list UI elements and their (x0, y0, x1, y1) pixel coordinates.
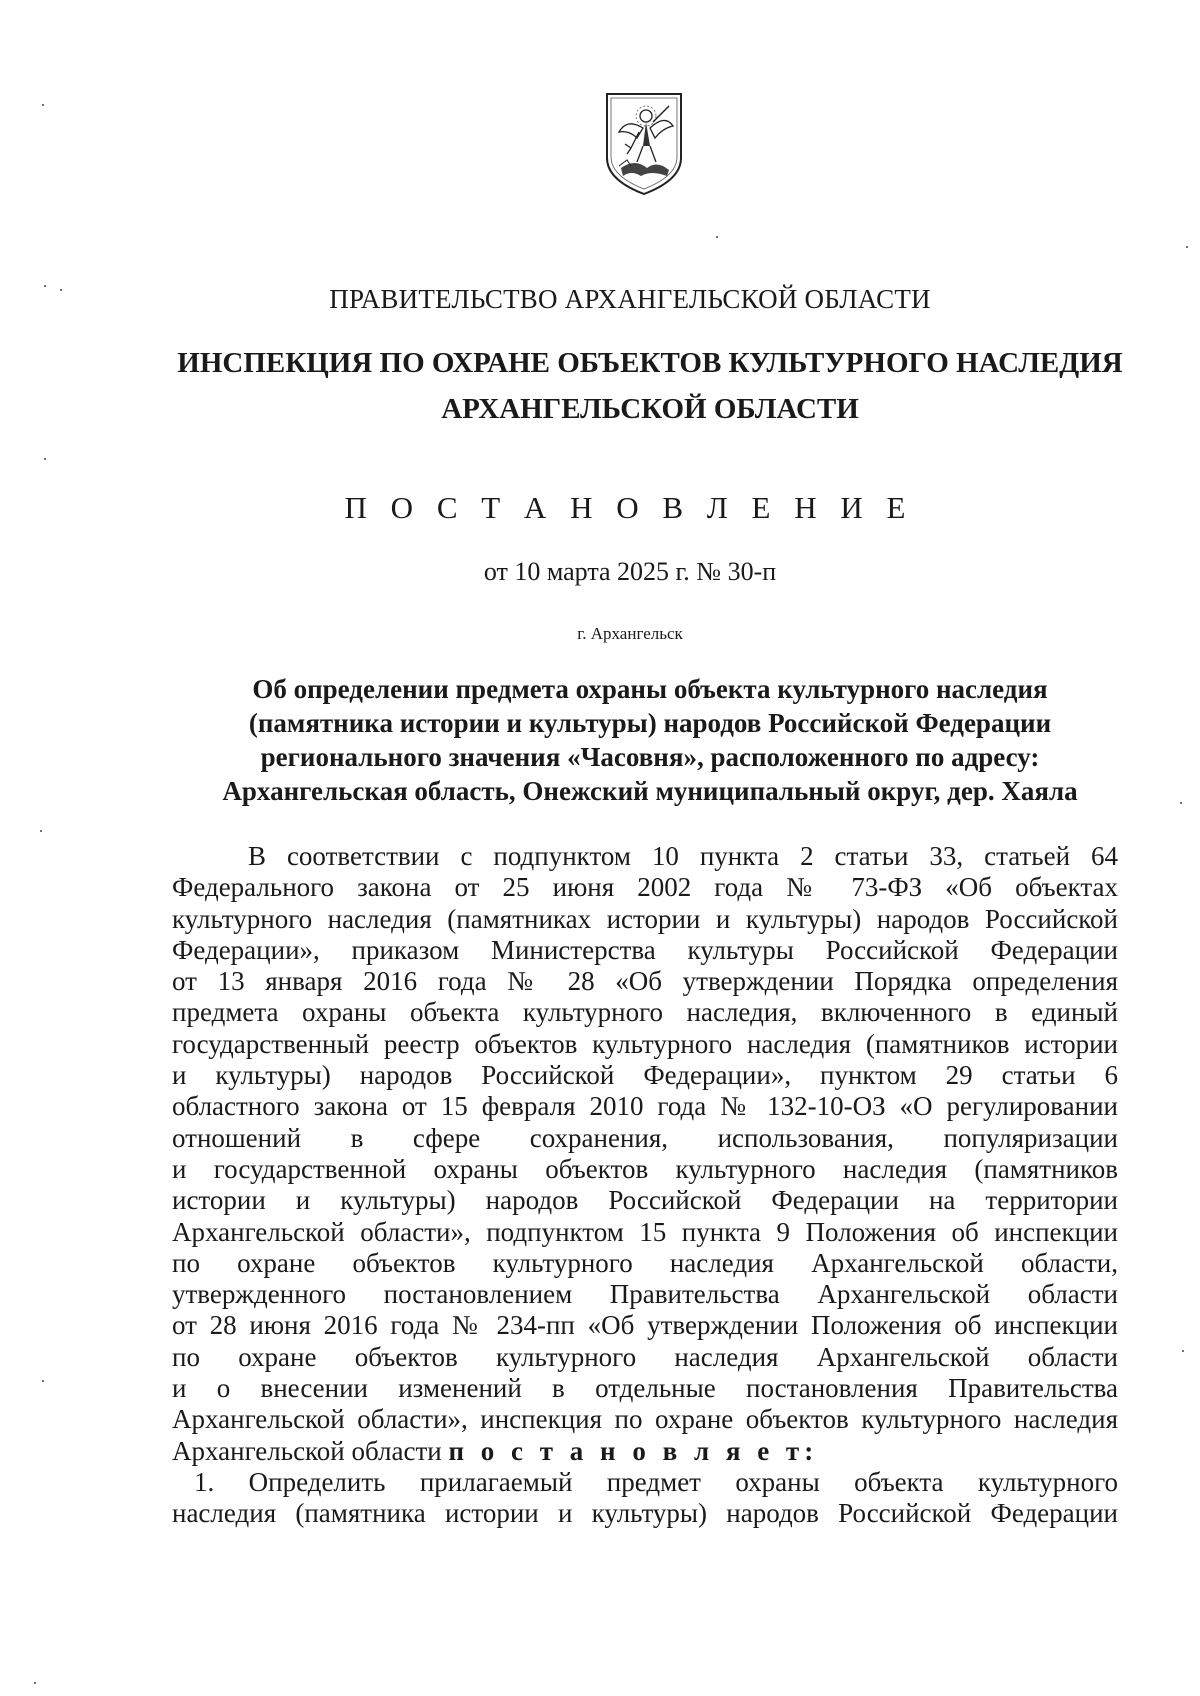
title-line: Архангельская область, Онежский муниципальный округ, дер. Хаяла (222, 776, 1078, 806)
title-line: Об определении предмета охраны объекта культурного наследия (252, 674, 1048, 704)
body-line: Федерального закона от 25 июня 2002 года № 73-ФЗ «Об объектах (172, 872, 1118, 903)
body-line: от 13 января 2016 года № 28 «Об утверждении Порядка определения (172, 966, 1118, 997)
scan-speck (1186, 246, 1188, 248)
document-title (170, 672, 1130, 808)
body-line: и о внесении изменений в отдельные постановления Правительства (172, 1373, 1118, 1404)
body-line: по охране объектов культурного наследия Архангельской области (172, 1341, 1118, 1372)
body-line: предмета охраны объекта культурного наследия, включенного в единый (172, 997, 1118, 1028)
government-name: ПРАВИТЕЛЬСТВО АРХАНГЕЛЬСКОЙ ОБЛАСТИ (329, 284, 931, 314)
item1-line: наследия (памятника истории и культуры) народов Российской Федерации (172, 1498, 1118, 1529)
scan-speck (42, 104, 44, 106)
body-line: Федерации», приказом Министерства культуры Российской Федерации (172, 934, 1118, 965)
title-line: (памятника истории и культуры) народов Российской Федерации (248, 708, 1052, 738)
body-line: культурного наследия (памятниках истории и культуры) народов Российской (172, 903, 1118, 934)
body-line: по охране объектов культурного наследия Архангельской области, (172, 1247, 1118, 1278)
scan-speck (1182, 1350, 1184, 1352)
scan-speck (34, 1682, 36, 1684)
body-final-prefix: Архангельской области (172, 1435, 449, 1466)
body-line: от 28 июня 2016 года № 234-пп «Об утверждении Положения об инспекции (172, 1310, 1118, 1341)
body-line: и государственной охраны объектов культурного наследия (памятников (172, 1153, 1118, 1184)
scan-speck (44, 285, 46, 287)
body-line: Архангельской области», инспекция по охране объектов культурного наследия (172, 1404, 1118, 1435)
inspection-name-line1: ИНСПЕКЦИЯ ПО ОХРАНЕ ОБЪЕКТОВ КУЛЬТУРНОГО НАСЛЕДИЯ (177, 347, 1123, 379)
scan-speck (716, 236, 718, 238)
body-line: утвержденного постановлением Правительства Архангельской области (172, 1279, 1118, 1310)
scan-speck (40, 830, 42, 832)
item1-line: 1. Определить прилагаемый предмет охраны объекта культурного (194, 1466, 1118, 1497)
inspection-name-line2: АРХАНГЕЛЬСКОЙ ОБЛАСТИ (441, 393, 859, 425)
scan-speck (1180, 802, 1182, 804)
body-line: государственный реестр объектов культурного наследия (памятников истории (172, 1028, 1118, 1059)
body-line: отношений в сфере сохранения, использования, популяризации (172, 1122, 1118, 1153)
body-line: истории и культуры) народов Российской Федерации на территории (172, 1185, 1118, 1216)
title-line: регионального значения «Часовня», расположенного по адресу: (260, 742, 1040, 772)
document-type: П О С Т А Н О В Л Е Н И Е (344, 490, 914, 525)
body-line: областного закона от 15 февраля 2010 года № 132-10-ОЗ «О регулировании (172, 1091, 1118, 1122)
coat-of-arms-emblem (601, 88, 687, 196)
document-city: г. Архангельск (577, 624, 683, 643)
body-final-line (172, 1436, 1118, 1467)
body-line: и культуры) народов Российской Федерации», пунктом 29 статьи 6 (172, 1060, 1118, 1091)
scan-speck (60, 289, 62, 291)
document-body (172, 841, 1118, 1530)
document-date-number: от 10 марта 2025 г. № 30-п (483, 557, 777, 586)
scan-speck (42, 1380, 44, 1382)
inspection-name (170, 340, 1130, 432)
resolves-keyword: п о с т а н о в л я е т: (448, 1435, 819, 1466)
body-line: В соответствии с подпунктом 10 пункта 2 статьи 33, статьей 64 (248, 841, 1118, 871)
scan-speck (44, 458, 46, 460)
body-line: Архангельской области», подпунктом 15 пункта 9 Положения об инспекции (172, 1216, 1118, 1247)
